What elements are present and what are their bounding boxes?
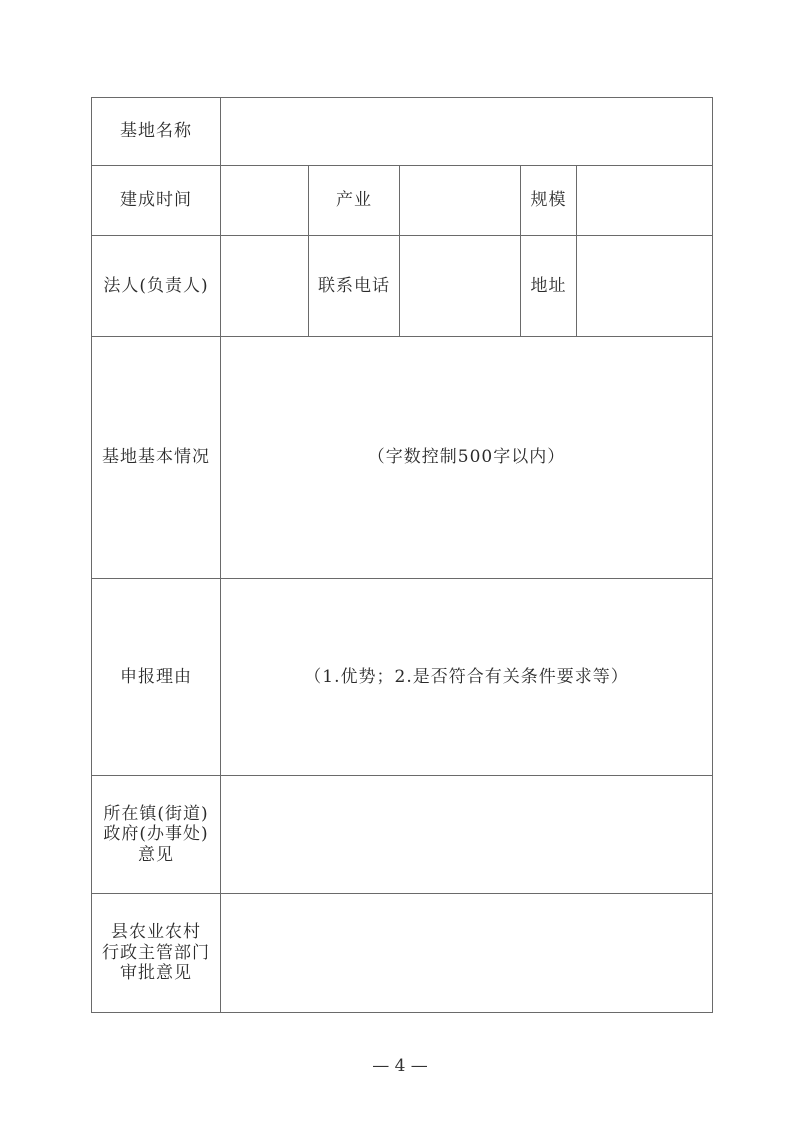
legal-person-label: 法人(负责人) <box>92 236 221 337</box>
phone-field[interactable] <box>400 236 521 337</box>
reason-field[interactable]: （1.优势；2.是否符合有关条件要求等） <box>221 579 713 776</box>
basic-info-label: 基地基本情况 <box>92 337 221 579</box>
town-opinion-label-line: 意见 <box>138 844 174 865</box>
build-time-label: 建成时间 <box>92 166 221 236</box>
county-approval-field[interactable] <box>221 894 713 1013</box>
row-basic-info <box>92 337 713 579</box>
address-field[interactable] <box>577 236 713 337</box>
base-name-label: 基地名称 <box>92 98 221 166</box>
reason-label: 申报理由 <box>92 579 221 776</box>
scale-field[interactable] <box>577 166 713 236</box>
application-form-table <box>91 97 713 1013</box>
build-time-field[interactable] <box>221 166 309 236</box>
industry-field[interactable] <box>400 166 521 236</box>
town-opinion-label-line: 政府(办事处) <box>103 824 209 845</box>
industry-label: 产业 <box>309 166 400 236</box>
county-approval-label-line: 行政主管部门 <box>102 942 210 963</box>
address-label: 地址 <box>521 236 577 337</box>
row-reason <box>92 579 713 776</box>
phone-label: 联系电话 <box>309 236 400 337</box>
row-town-opinion <box>92 776 713 894</box>
scale-label: 规模 <box>521 166 577 236</box>
basic-info-field[interactable]: （字数控制500字以内） <box>221 337 713 579</box>
row-legal-person <box>92 236 713 337</box>
town-opinion-field[interactable] <box>221 776 713 894</box>
row-base-name <box>92 98 713 166</box>
base-name-field[interactable] <box>221 98 713 166</box>
town-opinion-label-line: 所在镇(街道) <box>103 803 209 824</box>
row-build-time <box>92 166 713 236</box>
county-approval-label-line: 县农业农村 <box>111 922 201 943</box>
row-county-approval <box>92 894 713 1013</box>
page-number: — 4 — <box>372 1056 428 1076</box>
county-approval-label-line: 审批意见 <box>120 963 192 984</box>
county-approval-label <box>92 894 221 1013</box>
town-opinion-label <box>92 776 221 894</box>
legal-person-field[interactable] <box>221 236 309 337</box>
